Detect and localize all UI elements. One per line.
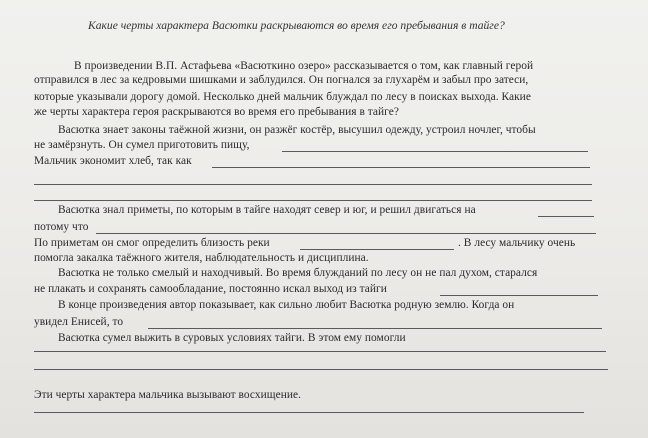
text-line-17: Эти черты характера мальчика вызывают восхищение.: [34, 389, 302, 401]
text-line-5: Васютка знает законы таёжной жизни, он разжёг костёр, высушил одежду, устроил ночлег, чтобы: [58, 124, 536, 136]
answer-blank-7[interactable]: [300, 249, 454, 250]
text-line-9: потому что: [34, 221, 89, 233]
text-line-15: увидел Енисей, то: [34, 316, 124, 328]
text-line-4: же черты характера героя раскрываются во время его пребывания в тайге?: [34, 106, 399, 118]
text-line-14: В конце произведения автор показывает, как сильно любит Васютка родную землю. Когда он: [58, 299, 515, 311]
answer-blank-1[interactable]: [282, 151, 588, 152]
text-line-8: Васютка знал приметы, по которым в тайге находят север и юг, и решил двигаться на: [58, 204, 476, 216]
answer-blank-12[interactable]: [34, 412, 584, 413]
answer-blank-2[interactable]: [212, 167, 590, 168]
text-line-16: Васютка сумел выжить в суровых условиях тайги. В этом ему помогли: [58, 332, 406, 344]
text-line-12: Васютка не только смелый и находчивый. Во время блужданий по лесу он не пал духом, старался: [58, 267, 538, 279]
text-line-6: не замёрзнуть. Он сумел приготовить пищу,: [34, 139, 250, 151]
text-line-1: В произведении В.П. Астафьева «Васюткино озеро» рассказывается о том, как главный герой: [74, 60, 534, 72]
answer-blank-8[interactable]: [440, 295, 598, 296]
text-line-11: помогла закалка таёжного жителя, наблюдательность и дисциплина.: [34, 252, 369, 264]
text-line-10b: . В лесу мальчику очень: [458, 237, 576, 249]
answer-blank-11[interactable]: [34, 369, 608, 370]
text-line-2: отправился в лес за кедровыми шишками и заблудился. Он погнался за глухарём и забыл про затеси,: [34, 74, 529, 86]
text-line-3: которые указывали дорогу домой. Несколько дней мальчик блуждал по лесу в поисках выхода. Какие: [34, 91, 531, 103]
answer-blank-10[interactable]: [34, 351, 606, 352]
answer-blank-4[interactable]: [34, 200, 592, 201]
question-title: Какие черты характера Васютки раскрываются во время его пребывания в тайге?: [88, 19, 505, 32]
answer-blank-3[interactable]: [34, 184, 592, 185]
answer-blank-5[interactable]: [538, 216, 594, 217]
text-line-13: не плакать и сохранять самообладание, постоянно искал выход из тайги: [34, 283, 387, 295]
text-line-7: Мальчик экономит хлеб, так как: [34, 155, 192, 167]
answer-blank-6[interactable]: [96, 233, 596, 234]
answer-blank-9[interactable]: [148, 328, 602, 329]
text-line-10: По приметам он смог определить близость реки: [34, 237, 270, 249]
